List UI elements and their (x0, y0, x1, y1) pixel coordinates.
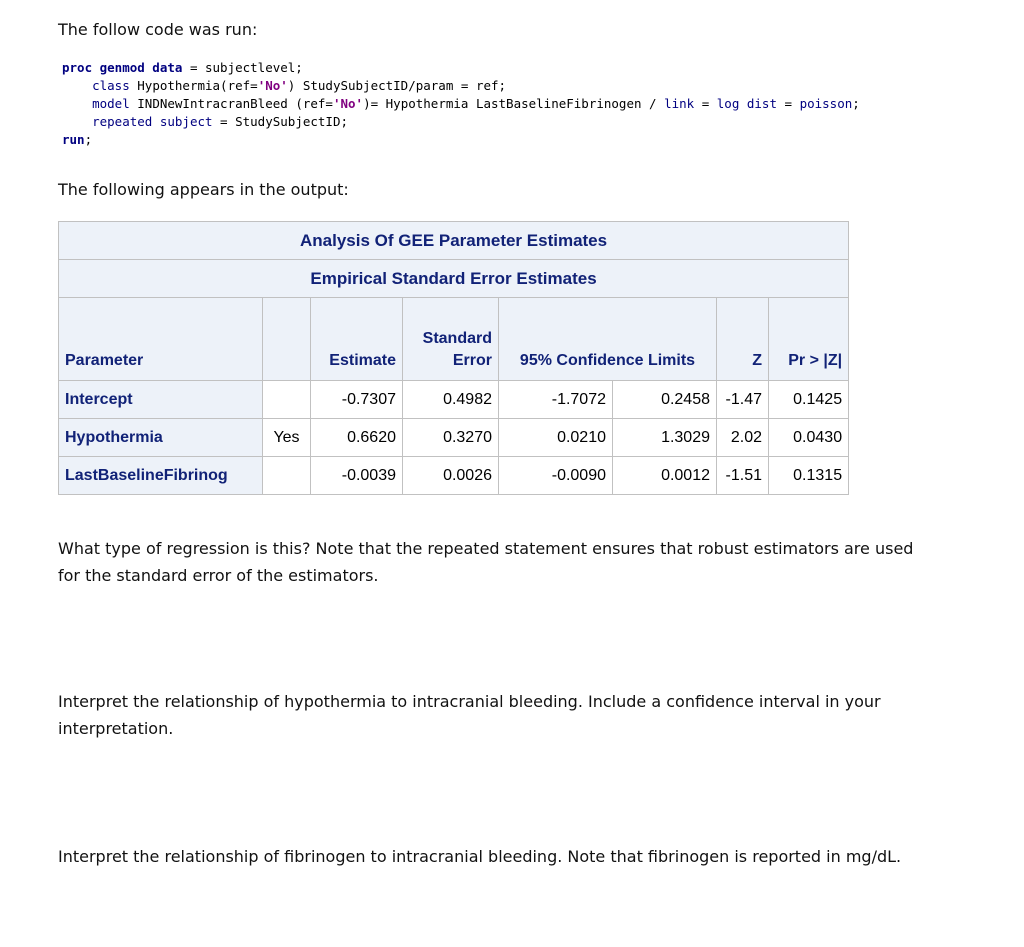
header-estimate: Estimate (311, 298, 403, 381)
question-fibrinogen: Interpret the relationship of fibrinogen to intracranial bleeding. Note that fibrinogen is reported in mg/dL. (58, 847, 902, 866)
row-upper-limit: 0.2458 (613, 381, 717, 419)
row-upper-limit: 1.3029 (613, 419, 717, 457)
code-line-3: model INDNewIntracranBleed (ref='No')= Hypothermia LastBaselineFibrinogen / link = log dist = poisson; (92, 96, 860, 111)
table-row (59, 381, 849, 419)
code-line-5: run; (62, 132, 93, 147)
row-upper-limit: 0.0012 (613, 457, 717, 495)
row-p-value: 0.1425 (769, 381, 849, 419)
header-confidence-limits: 95% Confidence Limits (499, 298, 717, 381)
row-level: Yes (263, 419, 311, 457)
question-regression-type: What type of regression is this? Note that the repeated statement ensures that robust estimators are used for the standard error of the estimators. (58, 539, 914, 585)
header-level (263, 298, 311, 381)
row-z: 2.02 (717, 419, 769, 457)
header-z: Z (717, 298, 769, 381)
row-z: -1.51 (717, 457, 769, 495)
gee-estimates-table (58, 221, 849, 495)
row-level (263, 457, 311, 495)
question-hypothermia: Interpret the relationship of hypothermia to intracranial bleeding. Include a confidence interval in your interpretation. (58, 692, 881, 738)
intro-text: The follow code was run: (58, 20, 258, 39)
table-row (59, 457, 849, 495)
row-p-value: 0.0430 (769, 419, 849, 457)
row-parameter: LastBaselineFibrinog (59, 457, 263, 495)
output-intro-text: The following appears in the output: (58, 180, 349, 199)
table-header-row (59, 298, 849, 381)
sas-code-block (62, 59, 860, 149)
row-estimate: -0.7307 (311, 381, 403, 419)
row-std-error: 0.0026 (403, 457, 499, 495)
table-row (59, 419, 849, 457)
row-parameter: Hypothermia (59, 419, 263, 457)
row-estimate: -0.0039 (311, 457, 403, 495)
row-lower-limit: -0.0090 (499, 457, 613, 495)
table-caption-gee: Analysis Of GEE Parameter Estimates (59, 222, 849, 260)
code-line-4: repeated subject = StudySubjectID; (92, 114, 348, 129)
row-p-value: 0.1315 (769, 457, 849, 495)
row-lower-limit: 0.0210 (499, 419, 613, 457)
header-p-value: Pr > |Z| (769, 298, 849, 381)
row-lower-limit: -1.7072 (499, 381, 613, 419)
row-parameter: Intercept (59, 381, 263, 419)
code-line-2: class Hypothermia(ref='No') StudySubjectID/param = ref; (92, 78, 507, 93)
header-std-error: Standard Error (403, 298, 499, 381)
code-line-1: proc genmod data = subjectlevel; (62, 60, 303, 75)
row-std-error: 0.3270 (403, 419, 499, 457)
row-level (263, 381, 311, 419)
row-std-error: 0.4982 (403, 381, 499, 419)
table-caption-empirical: Empirical Standard Error Estimates (59, 260, 849, 298)
row-z: -1.47 (717, 381, 769, 419)
row-estimate: 0.6620 (311, 419, 403, 457)
header-parameter: Parameter (59, 298, 263, 381)
